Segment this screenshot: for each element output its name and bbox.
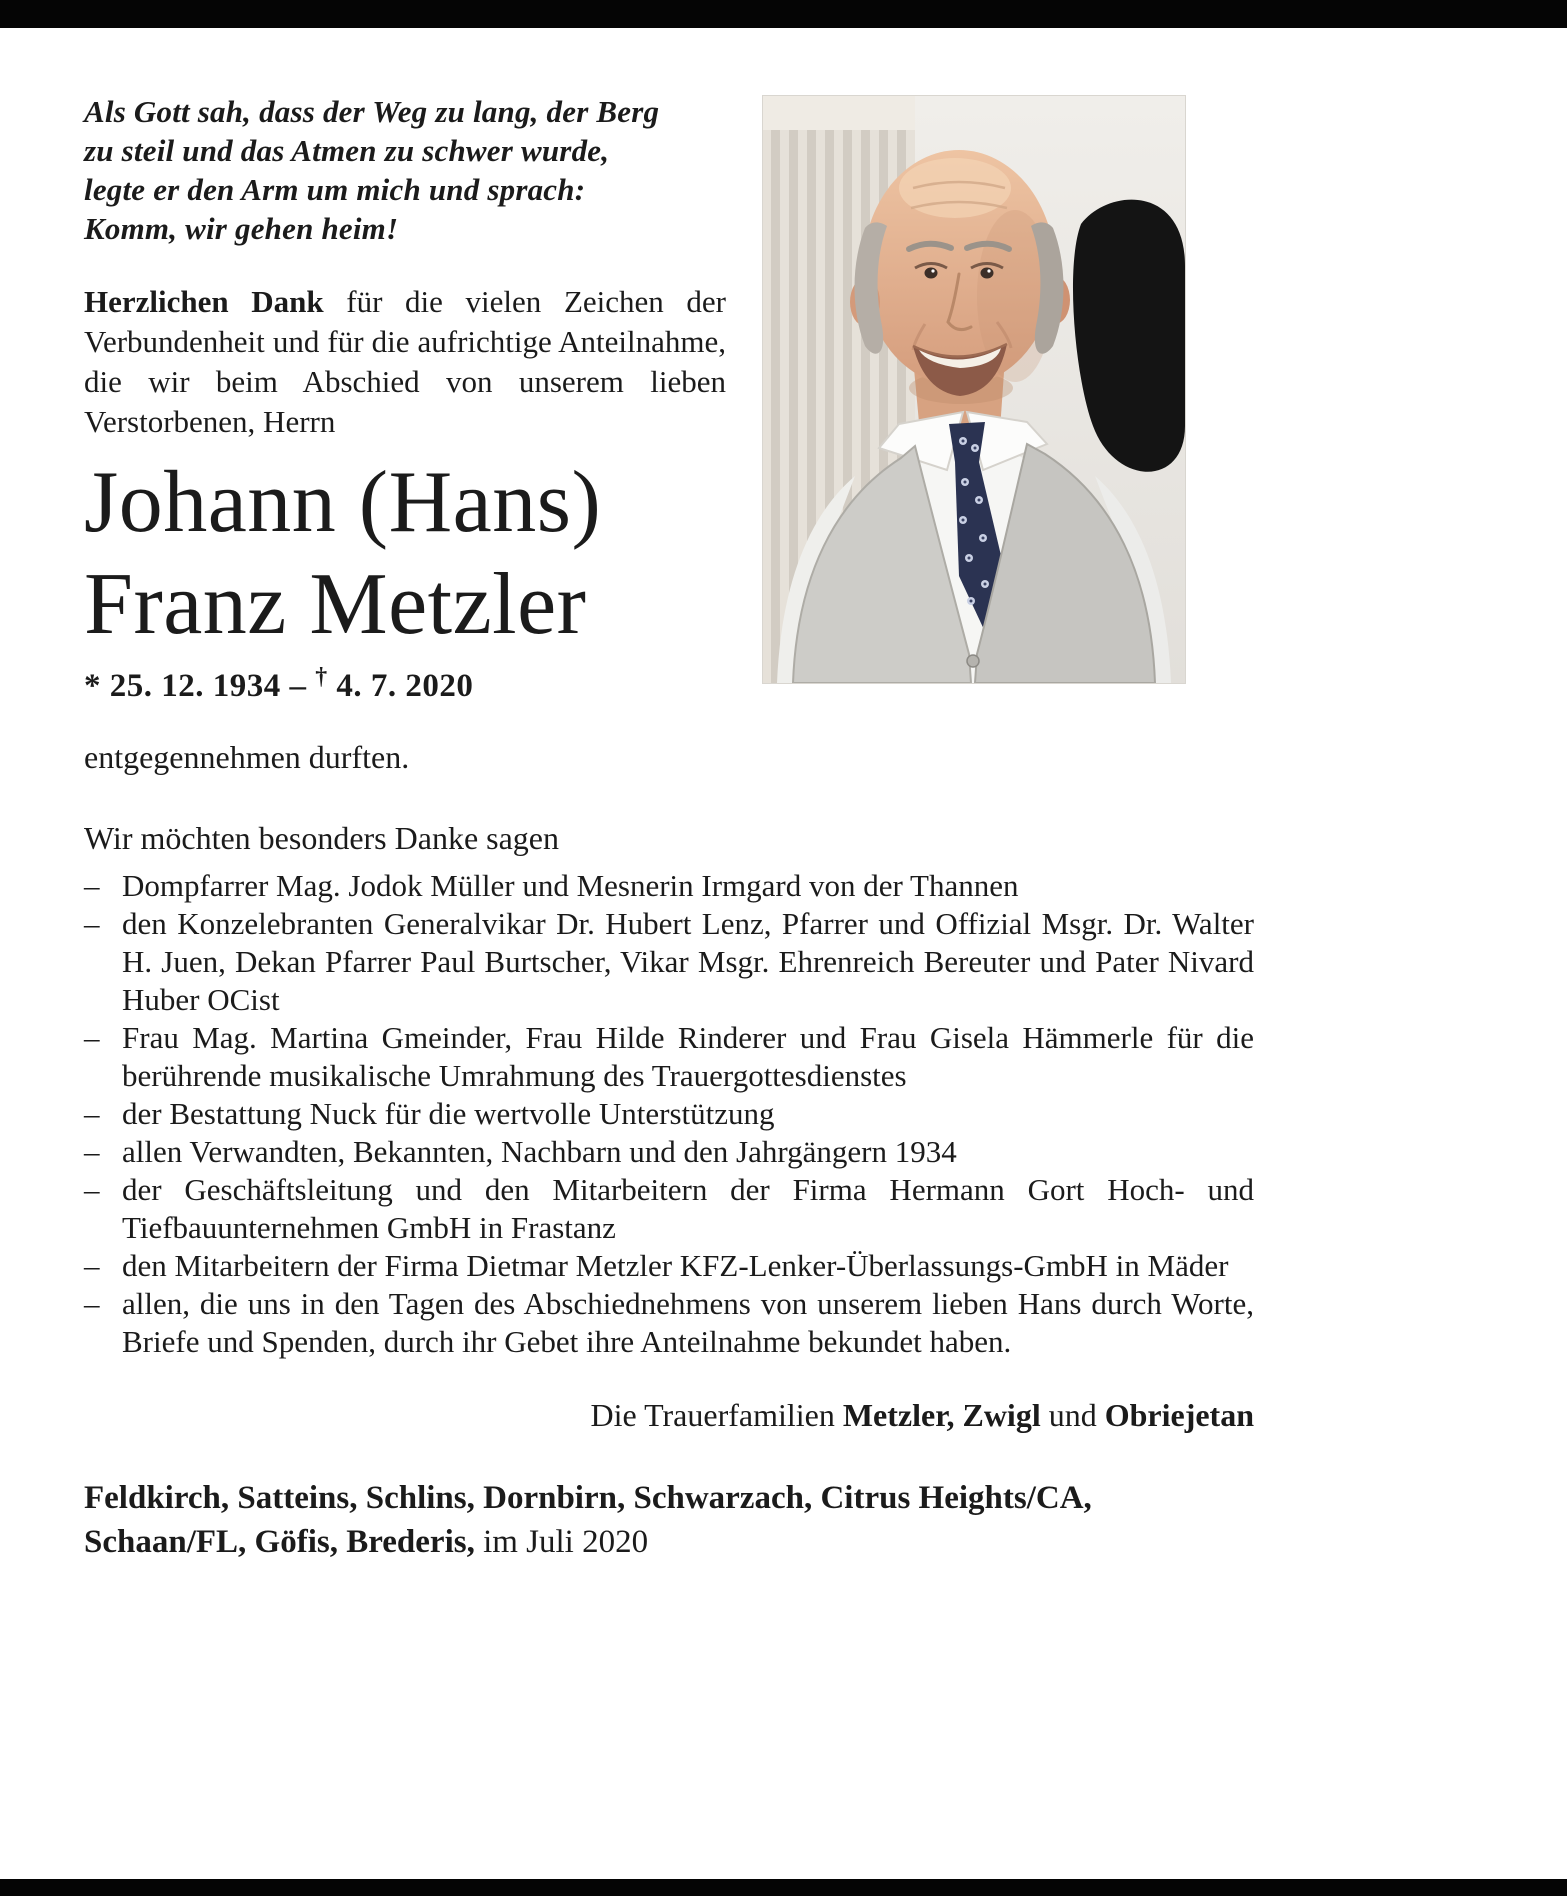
families-middle: und: [1040, 1397, 1105, 1433]
list-dash: –: [84, 906, 100, 941]
thanks-list-item: [84, 1171, 1254, 1247]
thanks-list-item: [84, 1019, 1254, 1095]
mourning-families-line: [84, 1397, 1254, 1434]
birth-date: * 25. 12. 1934: [84, 668, 281, 704]
bottom-border-bar: [0, 1879, 1567, 1896]
list-dash: –: [84, 1096, 100, 1131]
places-list: Feldkirch, Satteins, Schlins, Dornbirn, Schwarzach, Citrus Heights/CA, Schaan/FL, Göfis, Brederis,: [84, 1480, 1092, 1560]
thanks-item-text: allen Verwandten, Bekannten, Nachbarn und den Jahrgängern 1934: [122, 1134, 957, 1169]
thanks-item-text: Frau Mag. Martina Gmeinder, Frau Hilde Rinderer und Frau Gisela Hämmerle für die berührende musikalische Umrahmung des Trauergottesdienstes: [122, 1020, 1254, 1093]
death-date: 4. 7. 2020: [336, 668, 474, 704]
verse-line: zu steil und das Atmen zu schwer wurde,: [84, 133, 610, 168]
life-dates: [84, 664, 1254, 705]
thanks-list-item: [84, 1285, 1254, 1361]
families-prefix: Die Trauerfamilien: [590, 1397, 843, 1433]
places-and-date-line: [84, 1476, 1254, 1564]
thanks-list-item: [84, 1133, 1254, 1171]
thanks-list: [84, 867, 1254, 1361]
list-dash: –: [84, 1248, 100, 1283]
thanks-intro-bold: Herzlichen Dank: [84, 284, 324, 319]
families-names-2: Obriejetan: [1104, 1397, 1254, 1433]
opening-verse: [84, 92, 744, 248]
thanks-item-text: allen, die uns in den Tagen des Abschiednehmens von unserem lieben Hans durch Worte, Briefe und Spenden, durch ihr Gebet ihre Anteilnahme bekundet haben.: [122, 1286, 1254, 1359]
families-names-1: Metzler, Zwigl: [842, 1397, 1041, 1433]
thanks-item-text: der Geschäftsleitung und den Mitarbeitern der Firma Hermann Gort Hoch- und Tiefbauunternehmen GmbH in Frastanz: [122, 1172, 1254, 1245]
after-photo-line: entgegennehmen durften.: [84, 739, 410, 775]
list-dash: –: [84, 868, 100, 903]
dates-dash: –: [289, 668, 307, 704]
list-dash: –: [84, 1020, 100, 1055]
thanks-heading: Wir möchten besonders Danke sagen: [84, 820, 559, 856]
death-dagger: †: [315, 664, 328, 690]
thanks-list-item: [84, 1247, 1254, 1285]
top-border-bar: [0, 0, 1567, 28]
deceased-name: [84, 452, 1254, 656]
thanks-intro-paragraph: [84, 282, 726, 442]
thanks-item-text: den Mitarbeitern der Firma Dietmar Metzler KFZ-Lenker-Überlassungs-GmbH in Mäder: [122, 1248, 1229, 1283]
list-dash: –: [84, 1134, 100, 1169]
month-year: im Juli 2020: [474, 1524, 649, 1560]
thanks-item-text: den Konzelebranten Generalvikar Dr. Hubert Lenz, Pfarrer und Offizial Msgr. Dr. Walter H. Juen, Dekan Pfarrer Paul Burtscher, Vikar Msgr. Ehrenreich Bereuter und Pater Nivard Huber OCist: [122, 906, 1254, 1017]
thanks-item-text: der Bestattung Nuck für die wertvolle Unterstützung: [122, 1096, 775, 1131]
list-dash: –: [84, 1172, 100, 1207]
list-dash: –: [84, 1286, 100, 1321]
thanks-item-text: Dompfarrer Mag. Jodok Müller und Mesnerin Irmgard von der Thannen: [122, 868, 1019, 903]
thanks-list-item: [84, 1095, 1254, 1133]
deceased-name-line1: Johann (Hans): [84, 454, 602, 551]
thanks-list-item: [84, 867, 1254, 905]
verse-line: Als Gott sah, dass der Weg zu lang, der Berg: [84, 94, 660, 129]
obituary-content: [84, 28, 1254, 1564]
thanks-intro-text: für die vielen Zeichen der Verbundenheit und für die aufrichtige Anteilnahme, die wir beim Abschied von unserem lieben Verstorbenen, Herrn: [84, 284, 726, 439]
thanks-list-item: [84, 905, 1254, 1019]
verse-line: Komm, wir gehen heim!: [84, 211, 399, 246]
verse-line: legte er den Arm um mich und sprach:: [84, 172, 586, 207]
deceased-name-line2: Franz Metzler: [84, 556, 587, 653]
